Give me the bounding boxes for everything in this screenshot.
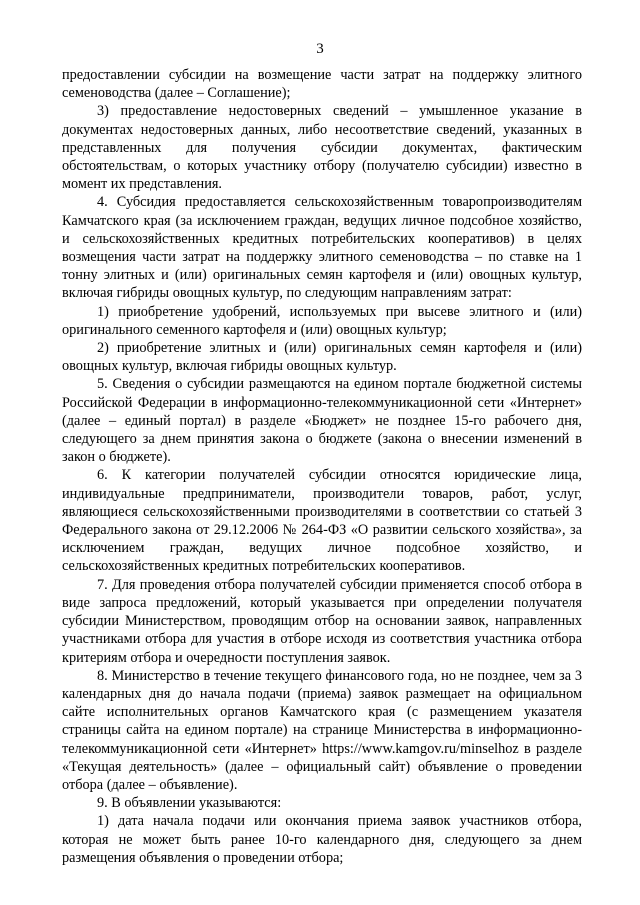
- paragraph-continuation: предоставлении субсидии на возмещение части затрат на поддержку элитного семеноводства (далее – Соглашение);: [62, 67, 582, 102]
- document-body: [62, 66, 582, 867]
- paragraph-clause-5: 5. Сведения о субсидии размещаются на едином портале бюджетной системы Российской Федерации в информационно-телекоммуникационной сети «Интернет» (далее – единый портал) в разделе «Бюджет» не позднее 15-го рабочего дня, следующего за днем принятия закона о бюджете (закона о внесении изменений в закон о бюджете).: [62, 376, 582, 466]
- paragraph-item-1: 1) приобретение удобрений, используемых при высеве элитного и (или) оригинального семенного картофеля и (или) овощных культур;: [62, 303, 582, 338]
- paragraph-clause-6: 6. К категории получателей субсидии относятся юридические лица, индивидуальные предприниматели, производители товаров, работ, услуг, являющиеся сельскохозяйственными производителями в соответствии со статьей 3 Федерального закона от 29.12.2006 № 264-ФЗ «О развитии сельского хозяйства», за исключением граждан, ведущих личное подсобное хозяйство, и сельскохозяйственных кредитных потребительских кооперативов.: [62, 467, 582, 575]
- paragraph-clause-8: 8. Министерство в течение текущего финансового года, но не позднее, чем за 3 календарных дня до начала подачи (приема) заявок размещает на официальном сайте исполнительных органов Камчатского края (с размещением указателя страницы сайта на едином портале) на странице Министерства в информационно-телекоммуникационной сети «Интернет» https://www.kamgov.ru/minselhoz в разделе «Текущая деятельность» (далее – официальный сайт) объявление о проведении отбора (далее – объявление).: [62, 667, 582, 793]
- paragraph-clause-9-item-1: 1) дата начала подачи или окончания приема заявок участников отбора, которая не может быть ранее 10-го календарного дня, следующего за днем размещения объявления о проведении отбора;: [62, 813, 582, 866]
- paragraph-clause-4: 4. Субсидия предоставляется сельскохозяйственным товаропроизводителям Камчатского края (за исключением граждан, ведущих личное подсобное хозяйство, и сельскохозяйственных кредитных потребительских кооперативов) в целях возмещения части затрат на поддержку элитного семеноводства – по ставке на 1 тонну элитных и (или) оригинальных семян картофеля и (или) овощных культур, включая гибриды овощных культур, по следующим направлениям затрат:: [62, 194, 582, 302]
- paragraph-item-2: 2) приобретение элитных и (или) оригинальных семян картофеля и (или) овощных культур, включая гибриды овощных культур.: [62, 340, 582, 375]
- page-number: 3: [316, 41, 324, 57]
- paragraph-clause-9: 9. В объявлении указываются:: [97, 795, 282, 812]
- paragraph-item-3: 3) предоставление недостоверных сведений – умышленное указание в документах недостоверных данных, либо несоответствие сведений, указанных в представленных для получения субсидии документах, фактическим обстоятельствам, о которых участнику отбору (получателю субсидии) известно в момент их представления.: [62, 103, 582, 193]
- paragraph-clause-7: 7. Для проведения отбора получателей субсидии применяется способ отбора в виде запроса предложений, который указывается при определении получателя субсидии Министерством, проводящим отбор на основании заявок, направленных участниками отбора для участия в отборе исходя из соответствия участника отбора критериям отбора и очередности поступления заявок.: [62, 576, 582, 666]
